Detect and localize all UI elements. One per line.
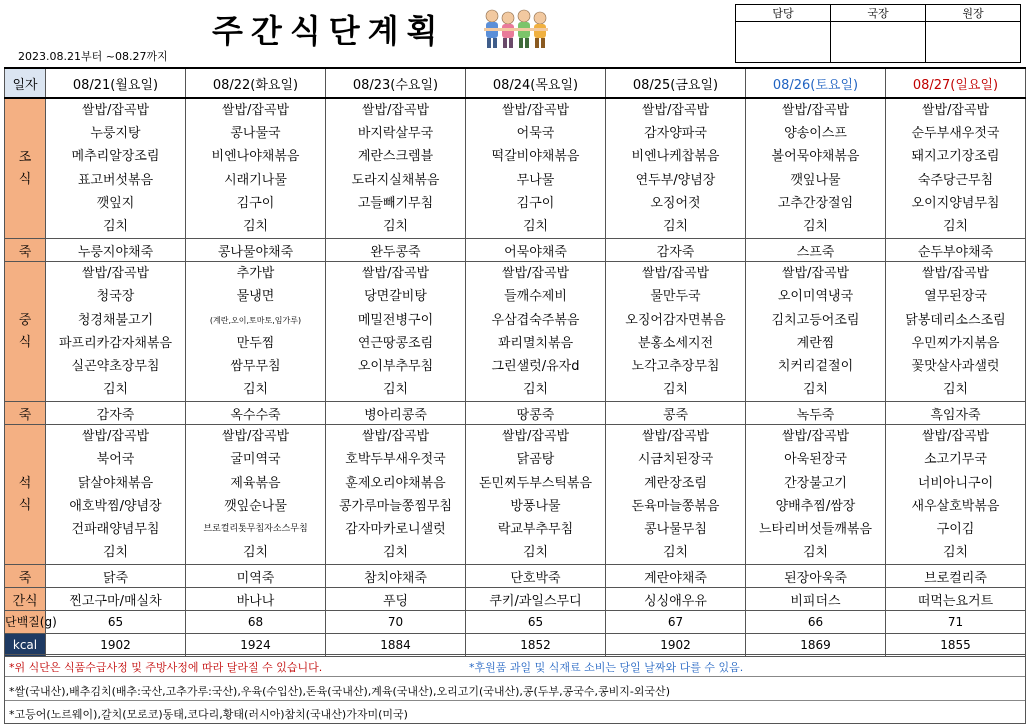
breakfast-item: 고추간장절임: [777, 195, 854, 211]
dinner-item: 제육볶음: [230, 475, 281, 491]
approval-box: [735, 4, 1021, 63]
lunch-item: 실곤약초장무침: [71, 358, 160, 374]
dinner-item: 쌀밥/잡곡밥: [501, 429, 570, 445]
lunch-item: 오이미역냉국: [777, 289, 854, 305]
dinner-item: 콩나물무침: [644, 522, 707, 537]
lunch-item: 쌀밥/잡곡밥: [361, 266, 430, 282]
protein-cell: 70: [326, 611, 466, 634]
breakfast-item: 계란스크렘블: [357, 149, 434, 165]
dinner-porridge-cell: 참치야채죽: [326, 565, 466, 588]
notice-donation: *후원품 과일 및 식재료 소비는 당일 날짜와 다를 수 있음.: [469, 661, 744, 674]
lunch-porridge-cell: 땅콩죽: [466, 402, 606, 425]
dinner-item: 양배추찜/쌈장: [775, 498, 856, 514]
lunch-item: 쌀밥/잡곡밥: [921, 266, 990, 282]
dinner-item: 훈제오리야채볶음: [345, 475, 446, 491]
lunch-item: 청경채불고기: [77, 312, 154, 328]
breakfast-item: 김구이: [516, 195, 555, 211]
dinner-item: 돈육마늘쫑볶음: [631, 498, 720, 514]
dinner-item: 방풍나물: [510, 498, 561, 514]
dinner-porridge-label: 죽: [5, 565, 46, 588]
elderly-group-icon: [480, 6, 550, 50]
dinner-item: 김치: [802, 545, 829, 561]
dinner-item: 쌀밥/잡곡밥: [641, 429, 710, 445]
dinner-item: 계란장조림: [644, 475, 707, 491]
lunch-item: (계란,오이,토마토,임가루): [209, 315, 302, 325]
lunch-item: 들깨수제비: [504, 289, 567, 305]
breakfast-item: 김치: [522, 218, 549, 234]
breakfast-item: 오이지양념무침: [911, 195, 1000, 211]
breakfast-porridge-cell: 콩나물야채죽: [186, 239, 326, 262]
dinner-item: 락교부추무침: [497, 522, 574, 537]
dinner-item: 구이김: [936, 522, 975, 537]
dinner-item: 김치: [242, 545, 269, 561]
protein-label: 단백질(g): [5, 611, 46, 634]
dinner-porridge-cell: 닭죽: [46, 565, 186, 588]
lunch-item: 김치: [942, 382, 969, 398]
breakfast-item: 쌀밥/잡곡밥: [361, 103, 430, 118]
approval-staff-sign: [736, 22, 831, 63]
breakfast-item: 오징어젓: [650, 195, 701, 211]
lunch-item: 치커리겉절이: [777, 358, 854, 374]
breakfast-cell: [46, 98, 186, 239]
dinner-item: 쌀밥/잡곡밥: [361, 429, 430, 445]
breakfast-item: 콩나물국: [230, 126, 281, 142]
kcal-cell: 1884: [326, 634, 466, 657]
breakfast-porridge-cell: 완두콩죽: [326, 239, 466, 262]
lunch-item: 김치: [662, 382, 689, 398]
breakfast-label: [5, 98, 46, 239]
snack-label: 간식: [5, 588, 46, 611]
breakfast-item: 김치: [802, 218, 829, 234]
breakfast-porridge-cell: 감자죽: [606, 239, 746, 262]
dinner-item: 애호박찜/양념장: [69, 498, 162, 514]
lunch-cell: [466, 262, 606, 402]
protein-cell: 65: [46, 611, 186, 634]
breakfast-cell: [326, 98, 466, 239]
notes-box: [4, 654, 1026, 724]
breakfast-item: 김치: [662, 218, 689, 234]
breakfast-item: 도라지실채볶음: [351, 172, 440, 188]
protein-cell: 68: [186, 611, 326, 634]
day-header: 08/23(수요일): [326, 68, 466, 98]
lunch-item: 노각고추장무침: [631, 358, 720, 374]
lunch-item: 메밀전병구이: [357, 312, 434, 328]
dinner-item: 건파래양념무침: [71, 522, 160, 537]
menu-table: [4, 67, 1026, 657]
dinner-porridge-cell: 단호박죽: [466, 565, 606, 588]
lunch-item: 물냉면: [236, 289, 275, 305]
lunch-item: 꽃맛살사과샐럿: [911, 358, 1000, 374]
lunch-cell: [46, 262, 186, 402]
kcal-cell: 1902: [46, 634, 186, 657]
breakfast-item: 깻잎나물: [790, 172, 841, 188]
breakfast-cell: [886, 98, 1026, 239]
lunch-item: 김치고등어조림: [771, 312, 860, 328]
dinner-porridge-cell: 된장아욱죽: [746, 565, 886, 588]
breakfast-item: 쌀밥/잡곡밥: [921, 103, 990, 118]
lunch-cell: [886, 262, 1026, 402]
dinner-cell: [606, 425, 746, 565]
lunch-porridge-cell: 감자죽: [46, 402, 186, 425]
lunch-cell: [326, 262, 466, 402]
breakfast-cell: [746, 98, 886, 239]
approval-head-sign: [926, 22, 1021, 63]
breakfast-item: 쌀밥/잡곡밥: [501, 103, 570, 118]
dinner-item: 아욱된장국: [784, 452, 847, 468]
lunch-item: 쌀밥/잡곡밥: [501, 266, 570, 282]
protein-cell: 65: [466, 611, 606, 634]
dinner-cell: [886, 425, 1026, 565]
breakfast-item: 연두부/양념장: [635, 172, 716, 188]
dinner-item: 김치: [102, 545, 129, 561]
dinner-porridge-cell: 미역죽: [186, 565, 326, 588]
approval-staff: 담당: [736, 5, 831, 22]
lunch-porridge-cell: 콩죽: [606, 402, 746, 425]
lunch-item: 그린샐럿/유자d: [491, 358, 580, 374]
breakfast-cell: [466, 98, 606, 239]
dinner-item: 콩가루마늘쫑찜무침: [338, 498, 453, 514]
breakfast-item: 비엔나케찹볶음: [631, 149, 720, 165]
breakfast-item: 김치: [942, 218, 969, 234]
breakfast-item: 김치: [102, 218, 129, 234]
breakfast-item: 감자양파국: [644, 126, 707, 142]
lunch-label: [5, 262, 46, 402]
lunch-item: 만두찜: [236, 335, 275, 351]
dinner-item: 브로컬리톳무침자소스무침: [203, 524, 308, 534]
breakfast-porridge-cell: 누룽지야채죽: [46, 239, 186, 262]
breakfast-item: 무나물: [516, 172, 555, 188]
breakfast-item: 깻잎지: [96, 195, 135, 211]
dinner-label-text: 석식: [18, 475, 32, 513]
dinner-item: 닭살야채볶음: [77, 475, 154, 491]
breakfast-cell: [606, 98, 746, 239]
dinner-item: 간장불고기: [784, 475, 847, 491]
day-header: 08/22(화요일): [186, 68, 326, 98]
breakfast-item: 비엔나야채볶음: [211, 149, 300, 165]
lunch-item: 파프리카감자채볶음: [58, 335, 173, 351]
protein-cell: 71: [886, 611, 1026, 634]
dinner-cell: [326, 425, 466, 565]
day-header: 08/25(금요일): [606, 68, 746, 98]
lunch-porridge-label: 죽: [5, 402, 46, 425]
lunch-item: 열무된장국: [924, 289, 987, 305]
dinner-item: 닭곰탕: [516, 452, 555, 468]
breakfast-item: 바지락살무국: [357, 126, 434, 142]
kcal-cell: 1924: [186, 634, 326, 657]
breakfast-item: 떡갈비야채볶음: [491, 149, 580, 165]
lunch-item: 우삼겹숙주볶음: [491, 312, 580, 328]
snack-cell: 찐고구마/매실차: [46, 588, 186, 611]
period-range: 2023.08.21부터 ~08.27까지: [18, 50, 168, 63]
day-header: 08/24(목요일): [466, 68, 606, 98]
lunch-item: 김치: [102, 382, 129, 398]
kcal-cell: 1902: [606, 634, 746, 657]
dinner-item: 호박두부새우젓국: [345, 452, 446, 468]
dinner-item: 너비아니구이: [917, 475, 994, 491]
breakfast-item: 고들빼기무침: [357, 195, 434, 211]
breakfast-porridge-cell: 스프죽: [746, 239, 886, 262]
dinner-item: 굴미역국: [230, 452, 281, 468]
snack-cell: 싱싱애우유: [606, 588, 746, 611]
dinner-item: 감자마카로니샐럿: [345, 522, 446, 537]
dinner-item: 김치: [522, 545, 549, 561]
snack-cell: 쿠키/과일스무디: [466, 588, 606, 611]
dinner-item: 느타리버섯들깨볶음: [758, 522, 873, 537]
lunch-item: 오징어감자면볶음: [625, 312, 726, 328]
lunch-cell: [186, 262, 326, 402]
protein-cell: 67: [606, 611, 746, 634]
dinner-item: 시금치된장국: [637, 452, 714, 468]
breakfast-porridge-cell: 어묵야채죽: [466, 239, 606, 262]
dinner-item: 북어국: [96, 452, 135, 468]
breakfast-porridge-label: 죽: [5, 239, 46, 262]
protein-cell: 66: [746, 611, 886, 634]
lunch-item: 분홍소세지전: [637, 335, 714, 351]
lunch-item: 우민찌가지볶음: [911, 335, 1000, 351]
dinner-item: 쌀밥/잡곡밥: [921, 429, 990, 445]
dinner-porridge-cell: 브로컬리죽: [886, 565, 1026, 588]
kcal-cell: 1855: [886, 634, 1026, 657]
kcal-cell: 1869: [746, 634, 886, 657]
dinner-porridge-cell: 계란야채죽: [606, 565, 746, 588]
dinner-item: 김치: [662, 545, 689, 561]
lunch-item: 추가밥: [236, 266, 275, 282]
lunch-porridge-cell: 병아리콩죽: [326, 402, 466, 425]
lunch-item: 김치: [522, 382, 549, 398]
snack-cell: 떠먹는요거트: [886, 588, 1026, 611]
notice-substitution: *위 식단은 식품수급사정 및 주방사정에 따라 달라질 수 있습니다.: [9, 661, 323, 674]
lunch-item: 당면갈비탕: [364, 289, 427, 305]
snack-cell: 푸딩: [326, 588, 466, 611]
day-header: 08/27(일요일): [886, 68, 1026, 98]
lunch-label-text: 중식: [18, 312, 32, 350]
dinner-cell: [46, 425, 186, 565]
breakfast-item: 메추리알장조림: [71, 149, 160, 165]
lunch-item: 쌀밥/잡곡밥: [81, 266, 150, 282]
origin-info-1: *쌀(국내산),배추김치(배추:국산,고추가루:국산),우육(수입산),돈육(국내산),계육(국내산),오리고기(국내산),콩(두부,콩국수,콩비지-외국산): [9, 685, 670, 698]
breakfast-item: 누룽지탕: [90, 126, 141, 142]
breakfast-item: 쌀밥/잡곡밥: [641, 103, 710, 118]
breakfast-item: 표고버섯볶음: [77, 172, 154, 188]
lunch-item: 쌀밥/잡곡밥: [781, 266, 850, 282]
approval-director: 국장: [831, 5, 926, 22]
snack-cell: 바나나: [186, 588, 326, 611]
lunch-item: 김치: [242, 382, 269, 398]
day-header: 08/26(토요일): [746, 68, 886, 98]
dinner-item: 김치: [942, 545, 969, 561]
lunch-item: 계란찜: [796, 335, 835, 351]
breakfast-item: 어묵국: [516, 126, 555, 142]
kcal-label: kcal: [5, 634, 46, 657]
lunch-porridge-cell: 녹두죽: [746, 402, 886, 425]
origin-info-2: *고등어(노르웨이),갈치(모로코)동태,코다리,황태(러시아)참치(국내산)가자미(미국): [9, 708, 408, 721]
lunch-porridge-cell: 흑임자죽: [886, 402, 1026, 425]
breakfast-item: 시래기나물: [224, 172, 287, 188]
dinner-cell: [746, 425, 886, 565]
page-title: 주간식단계획: [212, 12, 446, 50]
kcal-cell: 1852: [466, 634, 606, 657]
lunch-item: 오이부추무침: [357, 358, 434, 374]
breakfast-item: 볼어묵야채볶음: [771, 149, 860, 165]
breakfast-item: 쌀밥/잡곡밥: [221, 103, 290, 118]
lunch-porridge-cell: 옥수수죽: [186, 402, 326, 425]
lunch-item: 김치: [802, 382, 829, 398]
dinner-item: 쌀밥/잡곡밥: [81, 429, 150, 445]
dinner-item: 소고기무국: [924, 452, 987, 468]
lunch-item: 김치: [382, 382, 409, 398]
dinner-item: 새우살호박볶음: [911, 498, 1000, 514]
dinner-item: 돈민찌두부스틱볶음: [478, 475, 593, 491]
lunch-item: 쌀밥/잡곡밥: [641, 266, 710, 282]
approval-director-sign: [831, 22, 926, 63]
lunch-item: 연근땅콩조림: [357, 335, 434, 351]
breakfast-porridge-cell: 순두부야채죽: [886, 239, 1026, 262]
breakfast-item: 김구이: [236, 195, 275, 211]
breakfast-item: 순두부새우젓국: [911, 126, 1000, 142]
dinner-item: 김치: [382, 545, 409, 561]
dinner-item: 깻잎순나물: [224, 498, 287, 514]
dinner-label: [5, 425, 46, 565]
breakfast-item: 쌀밥/잡곡밥: [81, 103, 150, 118]
breakfast-label-text: 조식: [18, 149, 32, 187]
day-header: 08/21(월요일): [46, 68, 186, 98]
lunch-item: 닭봉데리소스조림: [905, 312, 1006, 328]
breakfast-item: 돼지고기장조림: [911, 149, 1000, 165]
breakfast-item: 숙주당근무침: [917, 172, 994, 188]
lunch-cell: [606, 262, 746, 402]
lunch-cell: [746, 262, 886, 402]
dinner-item: 쌀밥/잡곡밥: [221, 429, 290, 445]
dinner-item: 쌀밥/잡곡밥: [781, 429, 850, 445]
lunch-item: 쌈무무침: [230, 358, 281, 374]
lunch-item: 청국장: [96, 289, 135, 305]
breakfast-item: 김치: [242, 218, 269, 234]
header-label: 일자: [5, 68, 46, 98]
dinner-cell: [186, 425, 326, 565]
breakfast-item: 양송이스프: [784, 126, 847, 142]
breakfast-item: 쌀밥/잡곡밥: [781, 103, 850, 118]
lunch-item: 꽈리멸치볶음: [497, 335, 574, 351]
breakfast-item: 김치: [382, 218, 409, 234]
breakfast-cell: [186, 98, 326, 239]
dinner-cell: [466, 425, 606, 565]
approval-head: 원장: [926, 5, 1021, 22]
lunch-item: 물만두국: [650, 289, 701, 305]
snack-cell: 비피더스: [746, 588, 886, 611]
